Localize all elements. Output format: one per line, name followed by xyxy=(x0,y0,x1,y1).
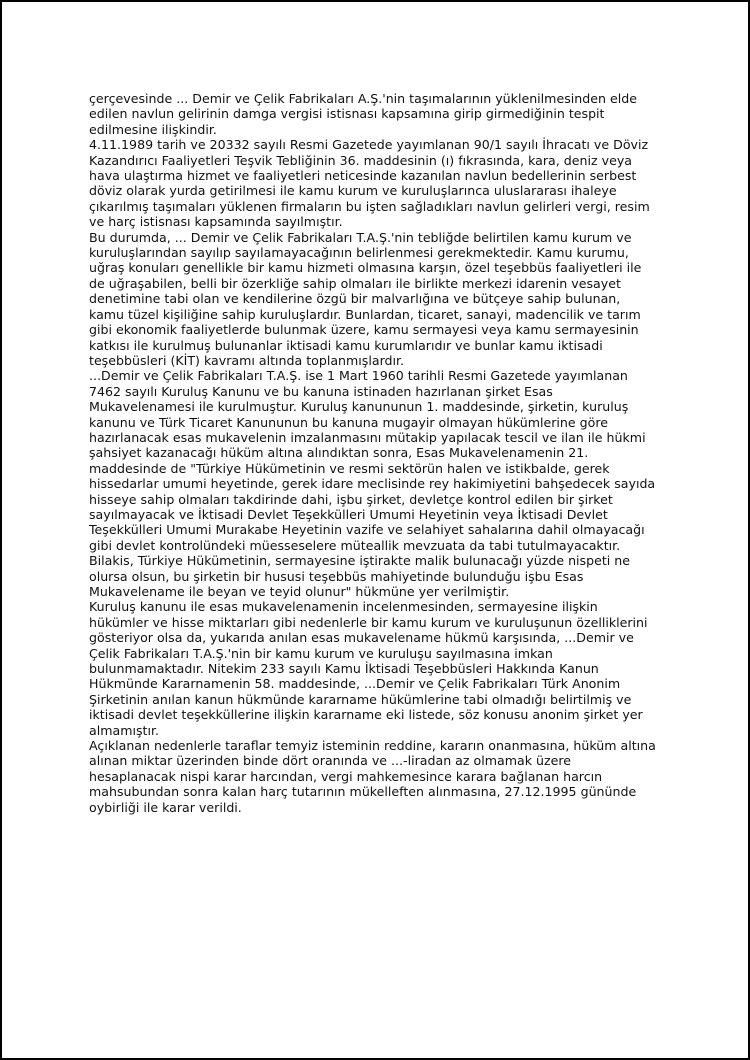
text-line: kuruluşlarından sayılıp sayılamayacağının belirlenmesi gerekmektedir. Kamu kurumu, xyxy=(89,245,629,261)
document-body xyxy=(89,91,656,815)
text-line: Çelik Fabrikaları T.A.Ş.'nin bir kamu kurum ve kuruluşu sayılmasına imkan xyxy=(89,645,553,661)
text-line: şahsiyet kazanacağı hüküm altına alındıktan sonra, Esas Mukavelenamenin 21. xyxy=(89,445,589,461)
text-line: hava ulaştırma hizmet ve faaliyetleri neticesinde kazanılan navlun bedellerinin serbest xyxy=(89,168,637,184)
text-line: 4.11.1989 tarih ve 20332 sayılı Resmi Gazetede yayımlanan 90/1 sayılı İhracatı ve Döviz xyxy=(89,137,649,153)
paragraph xyxy=(89,738,656,815)
text-line: hesaplanacak nispi karar harcından, vergi mahkemesince karara bağlanan harcın xyxy=(89,768,603,784)
text-line: Kuruluş kanunu ile esas mukavelenamenin incelenmesinden, sermayesine ilişkin xyxy=(89,599,598,615)
text-line: Şirketinin anılan kanun hükmünde kararname hükümlerine tabi olmadığı belirtilmiş ve xyxy=(89,691,632,707)
text-line: sayılmayacak ve İktisadi Devlet Teşekkülleri Umumi Heyetinin veya İktisadi Devlet xyxy=(89,506,608,522)
text-line: hisseye sahip olmaları takdirinde dahi, işbu şirket, devletçe kontrol edilen bir şirket xyxy=(89,491,613,507)
text-line: hissedarlar umumi heyetinde, gerek idare meclisinde rey hakimiyetini bahşedecek sayıda xyxy=(89,476,656,492)
text-line: mahsubundan sonra kalan harç tutarının mükelleften alınmasına, 27.12.1995 gününde xyxy=(89,784,637,800)
text-line: Teşekkülleri Umumi Murakabe Heyetinin vazife ve selahiyet sahalarına dahil olmayacağı xyxy=(89,522,645,538)
text-line: çerçevesinde ... Demir ve Çelik Fabrikaları A.Ş.'nin taşımalarının yüklenilmesinden elde xyxy=(89,91,637,106)
text-line: gösteriyor olsa da, yukarıda anılan esas mukavelename hükmü karşısında, ...Demir ve xyxy=(89,630,634,646)
text-line: 7462 sayılı Kuruluş Kanunu ve bu kanuna istinaden hazırlanan şirket Esas xyxy=(89,383,553,399)
paragraph xyxy=(89,91,656,137)
text-line: kanunu ve Türk Ticaret Kanununun bu kanuna mugayir olmayan hükümlerine göre xyxy=(89,414,609,430)
text-line: maddesinde de "Türkiye Hükümetinin ve resmi sektörün halen ve istikbalde, gerek xyxy=(89,460,610,476)
text-line: de uğraşabilen, belli bir özerkliğe sahip olmaları ile birlikte merkezi idarenin vesayet xyxy=(89,275,621,291)
text-line: almamıştır. xyxy=(89,722,159,738)
paragraph xyxy=(89,230,656,369)
text-line: Kazandırıcı Faaliyetleri Teşvik Tebliğinin 36. maddesinin (ı) fıkrasında, kara, deniz veya xyxy=(89,152,632,168)
text-line: hazırlanacak esas mukavelenin imzalanmasını mütakip yapılacak tescil ve ilan ile hükmi xyxy=(89,429,646,445)
text-line: uğraş konuları genellikle bir kamu hizmeti olmasına karşın, özel teşebbüs faaliyetleri ile xyxy=(89,260,642,276)
text-line: Açıklanan nedenlerle taraflar temyiz isteminin reddine, kararın onanmasına, hüküm altına xyxy=(89,738,656,754)
text-line: Hükmünde Kararnamenin 58. maddesinde, ...Demir ve Çelik Fabrikaları Türk Anonim xyxy=(89,676,621,692)
text-line: Bilakis, Türkiye Hükümetinin, sermayesine iştirakte malik bulunacağı yüzde nispeti ne xyxy=(89,553,631,569)
paragraph xyxy=(89,137,656,229)
text-line: katkısı ile kurulmuş bulunanlar iktisadi kamu kurumlarıdır ve bunlar kamu iktisadi xyxy=(89,337,603,353)
paragraph xyxy=(89,368,656,599)
text-line: alınan miktar üzerinden binde dört oranında ve ...-liradan az olmamak üzere xyxy=(89,753,571,769)
text-line: döviz olarak yurda getirilmesi ile kamu kurum ve kuruluşlarınca uluslararası ihaleye xyxy=(89,183,617,199)
text-line: gibi devlet kontrolündeki müesseselere müteallik mevzuata da tabi tutulmayacaktır. xyxy=(89,537,621,553)
text-line: kamu tüzel kişiliğine sahip kuruluşlardır. Bunlardan, ticaret, sanayi, madencilik ve tarım xyxy=(89,306,641,322)
text-line: ve harç istisnası kapsamında sayılmıştır. xyxy=(89,214,343,230)
paragraph xyxy=(89,599,656,738)
text-line: oybirliği ile karar verildi. xyxy=(89,799,242,815)
text-line: Bu durumda, ... Demir ve Çelik Fabrikaları T.A.Ş.'nin tebliğde belirtilen kamu kurum ve xyxy=(89,229,632,245)
text-line: olursa olsun, bu şirketin bir hususi teşebbüs mahiyetinde bulunduğu işbu Esas xyxy=(89,568,584,584)
text-line: edilen navlun gelirinin damga vergisi istisnası kapsamına girip girmediğinin tespit xyxy=(89,106,605,122)
text-line: hükümler ve hisse miktarları gibi nedenlerle bir kamu kurum ve kuruluşunun özelliklerini xyxy=(89,614,648,630)
text-line: teşebbüsleri (KİT) kavramı altında toplanmışlardır. xyxy=(89,352,405,368)
text-line: Mukavelename ile beyan ve teyid olunur" hükmüne yer verilmiştir. xyxy=(89,584,510,599)
text-line: denetimine tabi olan ve kendilerine özgü bir malvarlığına ve bütçeye sahip bulunan, xyxy=(89,291,621,307)
text-line: edilmesine ilişkindir. xyxy=(89,121,217,137)
text-line: Mukavelenamesi ile kurulmuştur. Kuruluş kanununun 1. maddesinde, şirketin, kuruluş xyxy=(89,399,629,415)
text-line: gibi ekonomik faaliyetlerde bulunmak üzere, kamu sermayesi veya kamu sermayesinin xyxy=(89,322,639,338)
text-line: çıkarılmış taşımaları yüklenen firmaların bu işten sağladıkları navlun gelirleri vergi, resim xyxy=(89,198,650,214)
text-line: iktisadi devlet teşekküllerine ilişkin kararname eki listede, söz konusu anonim şirket yer xyxy=(89,707,643,723)
text-line: ...Demir ve Çelik Fabrikaları T.A.Ş. ise 1 Mart 1960 tarihli Resmi Gazetede yayımlanan xyxy=(89,368,628,384)
text-line: bulunmamaktadır. Nitekim 233 sayılı Kamu İktisadi Teşebbüsleri Hakkında Kanun xyxy=(89,661,599,677)
